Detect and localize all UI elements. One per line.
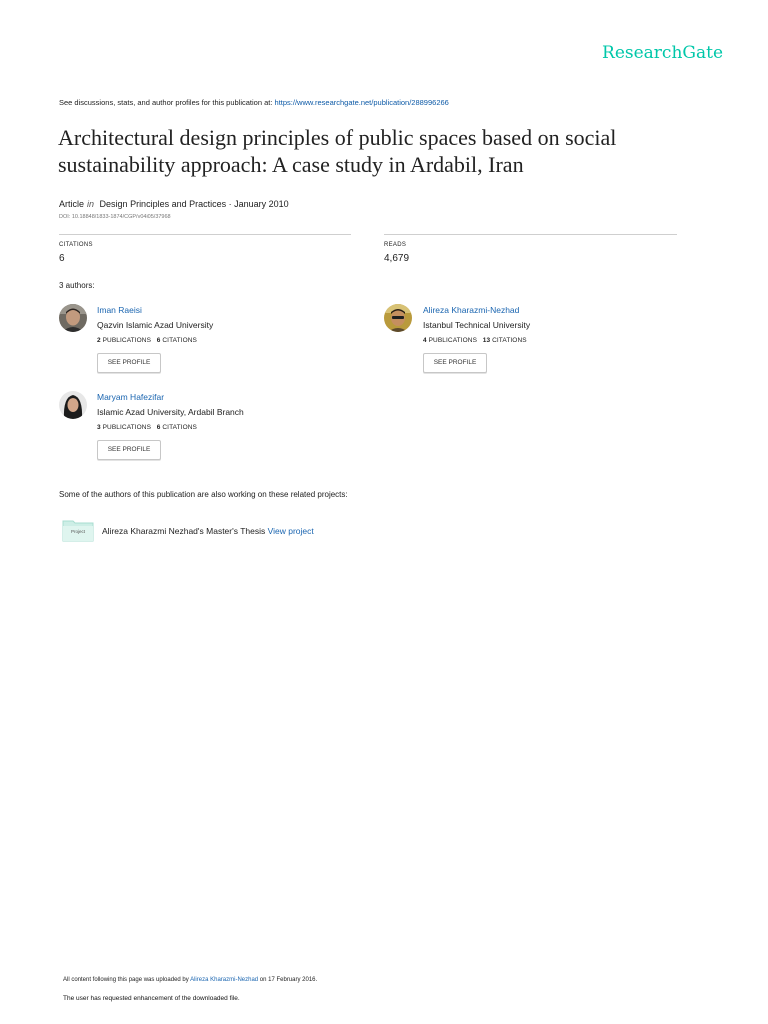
doi: DOI: 10.18848/1833-1874/CGP/v04i05/37968 — [59, 214, 171, 220]
author-name-link[interactable]: Alireza Kharazmi-Nezhad — [423, 305, 520, 315]
author-affiliation: Islamic Azad University, Ardabil Branch — [97, 407, 244, 417]
researchgate-logo[interactable]: ResearchGate — [602, 43, 723, 63]
publications-count: 2 — [97, 337, 101, 344]
citations-divider — [59, 234, 351, 235]
see-profile-button[interactable]: SEE PROFILE — [97, 353, 161, 373]
see-profile-button[interactable]: SEE PROFILE — [423, 353, 487, 373]
citations-label: CITATIONS — [492, 337, 527, 344]
project-thumb-label: Project — [70, 529, 85, 534]
related-projects-heading: Some of the authors of this publication are also working on these related projects: — [59, 490, 348, 499]
see-discussions-line — [59, 98, 449, 107]
author-stats — [97, 424, 197, 431]
project-title: Alireza Kharazmi Nezhad's Master's Thesis — [102, 526, 266, 536]
journal-name: Design Principles and Practices — [99, 199, 227, 209]
uploader-link[interactable]: Alireza Kharazmi-Nezhad — [190, 977, 259, 983]
see-profile-button[interactable]: SEE PROFILE — [97, 440, 161, 460]
publication-meta — [59, 199, 289, 209]
enhancement-note: The user has requested enhancement of the downloaded file. — [63, 995, 240, 1002]
in-word: in — [87, 199, 95, 209]
avatar[interactable] — [59, 391, 87, 419]
citations-label: CITATIONS — [162, 337, 197, 344]
publication-url-link[interactable]: https://www.researchgate.net/publication/288996266 — [274, 98, 449, 107]
reads-value: 4,679 — [384, 253, 410, 264]
project-entry — [102, 526, 314, 536]
avatar[interactable] — [384, 304, 412, 332]
citations-count: 13 — [482, 337, 491, 344]
author-affiliation: Istanbul Technical University — [423, 320, 531, 330]
reads-divider — [384, 234, 677, 235]
authors-count: 3 authors: — [59, 281, 95, 290]
publication-title: Architectural design principles of public spaces based on social sustainability approach: A case study in Ardabil, Iran — [58, 125, 617, 177]
citations-label: CITATIONS — [162, 424, 197, 431]
publication-type: Article — [59, 199, 85, 209]
publications-label: PUBLICATIONS — [102, 424, 152, 431]
publications-count: 3 — [97, 424, 101, 431]
author-affiliation: Qazvin Islamic Azad University — [97, 320, 214, 330]
publication-date: · January 2010 — [228, 199, 289, 209]
author-stats — [97, 337, 197, 344]
upload-prefix: All content following this page was uploaded by — [63, 977, 189, 983]
author-stats — [423, 337, 527, 344]
reads-label: READS — [384, 242, 407, 248]
citations-label: CITATIONS — [59, 242, 93, 248]
upload-suffix: on 17 February 2016. — [259, 977, 318, 983]
view-project-link[interactable]: View project — [267, 526, 314, 536]
see-discussions-text: See discussions, stats, and author profiles for this publication at: — [59, 98, 273, 107]
publications-label: PUBLICATIONS — [428, 337, 478, 344]
citations-count: 6 — [156, 337, 161, 344]
avatar[interactable] — [59, 304, 87, 332]
citations-value: 6 — [59, 253, 65, 264]
citations-count: 6 — [156, 424, 161, 431]
upload-note — [63, 977, 317, 983]
author-name-link[interactable]: Maryam Hafezifar — [97, 392, 165, 402]
author-name-link[interactable]: Iman Raeisi — [97, 305, 142, 315]
publications-count: 4 — [423, 337, 427, 344]
publications-label: PUBLICATIONS — [102, 337, 152, 344]
